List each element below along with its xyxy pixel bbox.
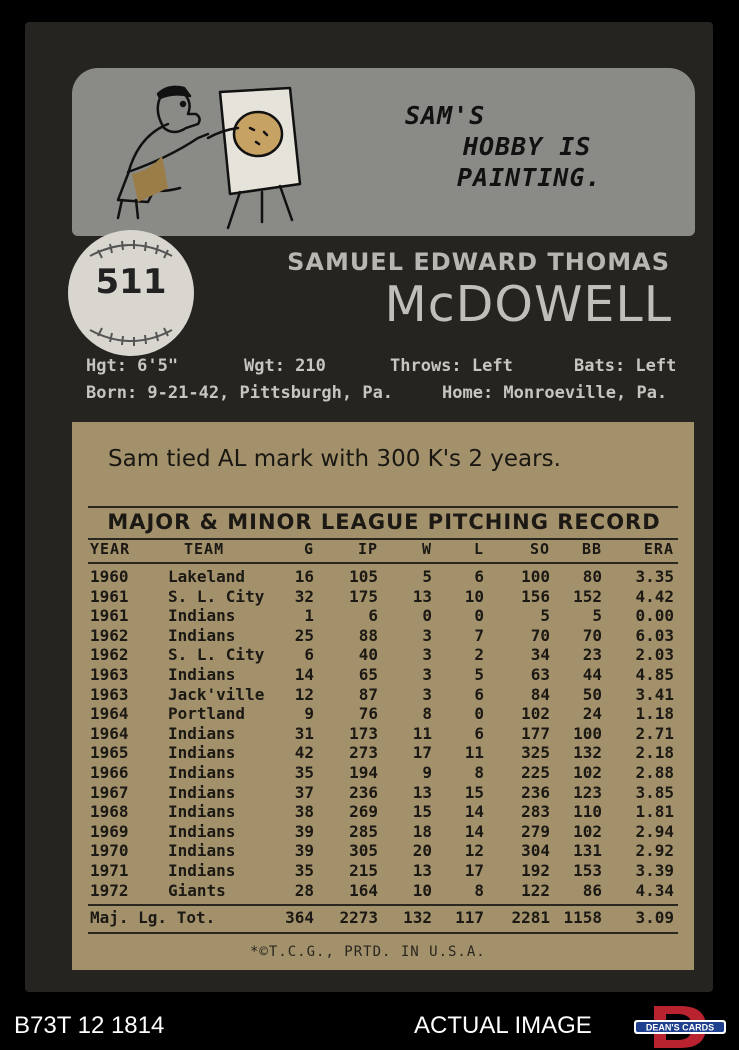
total-w: 132 bbox=[403, 908, 432, 927]
cell-w: 20 bbox=[412, 841, 432, 861]
cell-team: Indians bbox=[168, 821, 236, 841]
cell-ip: 273 bbox=[349, 743, 378, 763]
cell-ip: 173 bbox=[349, 723, 378, 743]
cell-year: 1964 bbox=[90, 704, 129, 724]
cell-so: 63 bbox=[530, 665, 550, 684]
table-row bbox=[88, 881, 680, 900]
cell-w: 3 bbox=[422, 645, 432, 665]
caption-line-1: SAM'S bbox=[405, 101, 486, 130]
cell-so: 102 bbox=[521, 704, 550, 724]
cell-g: 35 bbox=[294, 861, 314, 880]
cell-bb: 153 bbox=[573, 861, 602, 880]
table-row bbox=[88, 626, 680, 645]
cell-team: Lakeland bbox=[168, 567, 246, 586]
cell-bb: 102 bbox=[573, 821, 602, 841]
cell-team: Indians bbox=[168, 861, 236, 880]
cell-era: 2.92 bbox=[635, 841, 674, 861]
cell-team: Indians bbox=[168, 723, 236, 743]
player-full-name: SAMUEL EDWARD THOMAS bbox=[287, 248, 670, 276]
cell-year: 1968 bbox=[90, 802, 129, 822]
cell-g: 25 bbox=[294, 625, 314, 645]
col-team: TEAM bbox=[184, 540, 225, 558]
cell-g: 39 bbox=[294, 821, 314, 841]
cell-w: 13 bbox=[412, 782, 432, 802]
cell-era: 1.18 bbox=[635, 704, 674, 724]
cell-g: 39 bbox=[294, 841, 314, 861]
cell-so: 34 bbox=[530, 645, 550, 665]
actual-image-label: ACTUAL IMAGE bbox=[414, 1012, 592, 1039]
divider-top bbox=[88, 506, 678, 508]
cell-team: Giants bbox=[168, 880, 226, 900]
cell-ip: 194 bbox=[349, 763, 378, 782]
cell-team: Jack'ville bbox=[168, 684, 265, 704]
table-row bbox=[88, 743, 680, 762]
deans-cards-logo bbox=[634, 1004, 726, 1048]
cell-w: 13 bbox=[412, 861, 432, 880]
caption-line-3: PAINTING. bbox=[457, 163, 602, 192]
cell-year: 1971 bbox=[90, 861, 129, 880]
cell-l: 15 bbox=[464, 782, 484, 802]
total-so: 2281 bbox=[511, 908, 550, 927]
cell-g: 28 bbox=[294, 880, 314, 900]
cell-w: 9 bbox=[422, 763, 432, 782]
table-row bbox=[88, 841, 680, 860]
cell-bb: 102 bbox=[573, 763, 602, 782]
cell-so: 177 bbox=[521, 723, 550, 743]
cell-era: 3.85 bbox=[635, 782, 674, 802]
cell-year: 1961 bbox=[90, 586, 129, 606]
inventory-code: B73T 12 1814 bbox=[14, 1012, 165, 1039]
table-row bbox=[88, 822, 680, 841]
cell-year: 1961 bbox=[90, 606, 129, 626]
cell-team: Indians bbox=[168, 782, 236, 802]
cell-bb: 44 bbox=[582, 665, 602, 684]
cell-era: 3.39 bbox=[635, 861, 674, 880]
total-era: 3.09 bbox=[635, 908, 674, 927]
cell-year: 1969 bbox=[90, 821, 129, 841]
cell-w: 0 bbox=[422, 606, 432, 626]
cell-bb: 152 bbox=[573, 586, 602, 606]
table-row bbox=[88, 783, 680, 802]
cell-bb: 123 bbox=[573, 782, 602, 802]
cell-bb: 110 bbox=[573, 802, 602, 822]
cell-so: 304 bbox=[521, 841, 550, 861]
birth-info: Born: 9-21-42, Pittsburgh, Pa. bbox=[86, 383, 394, 403]
weight: Wgt: 210 bbox=[244, 356, 326, 376]
cell-w: 5 bbox=[422, 567, 432, 586]
cell-so: 325 bbox=[521, 743, 550, 763]
cell-so: 84 bbox=[530, 684, 550, 704]
totals-row bbox=[88, 908, 680, 927]
cell-ip: 88 bbox=[358, 625, 378, 645]
record-title: MAJOR & MINOR LEAGUE PITCHING RECORD bbox=[107, 510, 661, 534]
cell-team: Indians bbox=[168, 625, 236, 645]
cell-era: 4.34 bbox=[635, 880, 674, 900]
cell-l: 0 bbox=[474, 606, 484, 626]
cartoon-caption bbox=[405, 100, 685, 193]
cell-era: 2.18 bbox=[635, 743, 674, 763]
table-row bbox=[88, 763, 680, 782]
cell-team: Indians bbox=[168, 606, 236, 626]
table-row bbox=[88, 704, 680, 723]
cell-g: 1 bbox=[304, 606, 314, 626]
cell-year: 1967 bbox=[90, 782, 129, 802]
table-row bbox=[88, 861, 680, 880]
throws: Throws: Left bbox=[390, 356, 513, 376]
table-row bbox=[88, 587, 680, 606]
table-row bbox=[88, 685, 680, 704]
cell-ip: 269 bbox=[349, 802, 378, 822]
col-l: L bbox=[473, 540, 484, 558]
cell-ip: 6 bbox=[368, 606, 378, 626]
cell-era: 2.03 bbox=[635, 645, 674, 665]
cell-year: 1963 bbox=[90, 665, 129, 684]
totals-label: Maj. Lg. Tot. bbox=[90, 908, 216, 927]
cell-bb: 23 bbox=[582, 645, 602, 665]
cell-w: 3 bbox=[422, 665, 432, 684]
cell-bb: 70 bbox=[582, 625, 602, 645]
cell-team: Indians bbox=[168, 665, 236, 684]
cell-l: 6 bbox=[474, 567, 484, 586]
cell-g: 42 bbox=[294, 743, 314, 763]
cell-bb: 24 bbox=[582, 704, 602, 724]
cell-l: 10 bbox=[464, 586, 484, 606]
cell-w: 10 bbox=[412, 880, 432, 900]
total-bb: 1158 bbox=[563, 908, 602, 927]
cell-so: 100 bbox=[521, 567, 550, 586]
cell-so: 236 bbox=[521, 782, 550, 802]
cell-so: 192 bbox=[521, 861, 550, 880]
cell-so: 5 bbox=[540, 606, 550, 626]
divider-header bbox=[88, 562, 678, 564]
divider-bottom bbox=[88, 932, 678, 934]
cell-g: 16 bbox=[294, 567, 314, 586]
cell-team: S. L. City bbox=[168, 645, 265, 665]
cell-era: 3.35 bbox=[635, 567, 674, 586]
cell-w: 3 bbox=[422, 684, 432, 704]
cell-l: 8 bbox=[474, 880, 484, 900]
cell-ip: 236 bbox=[349, 782, 378, 802]
cell-w: 3 bbox=[422, 625, 432, 645]
cell-ip: 87 bbox=[358, 684, 378, 704]
cell-era: 2.71 bbox=[635, 723, 674, 743]
cell-bb: 86 bbox=[582, 880, 602, 900]
cell-team: S. L. City bbox=[168, 586, 265, 606]
cell-w: 8 bbox=[422, 704, 432, 724]
cell-w: 11 bbox=[412, 723, 432, 743]
cell-era: 0.00 bbox=[635, 606, 674, 626]
total-ip: 2273 bbox=[339, 908, 378, 927]
col-g: G bbox=[303, 540, 314, 558]
painter-cartoon bbox=[80, 72, 380, 232]
cell-g: 37 bbox=[294, 782, 314, 802]
cell-l: 8 bbox=[474, 763, 484, 782]
bats: Bats: Left bbox=[574, 356, 677, 376]
cell-ip: 164 bbox=[349, 880, 378, 900]
cell-g: 38 bbox=[294, 802, 314, 822]
home-info: Home: Monroeville, Pa. bbox=[442, 383, 668, 403]
cell-ip: 175 bbox=[349, 586, 378, 606]
cell-year: 1963 bbox=[90, 684, 129, 704]
cell-bb: 132 bbox=[573, 743, 602, 763]
cell-so: 70 bbox=[530, 625, 550, 645]
cell-ip: 285 bbox=[349, 821, 378, 841]
cell-l: 5 bbox=[474, 665, 484, 684]
cell-g: 6 bbox=[304, 645, 314, 665]
cell-l: 0 bbox=[474, 704, 484, 724]
col-ip: IP bbox=[357, 540, 378, 558]
cell-bb: 100 bbox=[573, 723, 602, 743]
cell-l: 7 bbox=[474, 625, 484, 645]
col-bb: BB bbox=[581, 540, 602, 558]
cell-g: 14 bbox=[294, 665, 314, 684]
cell-g: 31 bbox=[294, 723, 314, 743]
col-w: W bbox=[421, 540, 432, 558]
cell-team: Indians bbox=[168, 841, 236, 861]
table-header bbox=[88, 540, 680, 559]
cell-g: 35 bbox=[294, 763, 314, 782]
cell-g: 32 bbox=[294, 586, 314, 606]
cell-year: 1964 bbox=[90, 723, 129, 743]
cell-l: 6 bbox=[474, 684, 484, 704]
cell-g: 9 bbox=[304, 704, 314, 724]
cell-so: 156 bbox=[521, 586, 550, 606]
cell-w: 13 bbox=[412, 586, 432, 606]
player-surname: McDOWELL bbox=[384, 276, 672, 333]
vitals-row-1 bbox=[86, 356, 676, 378]
caption-line-2: HOBBY IS bbox=[463, 132, 592, 161]
cell-year: 1965 bbox=[90, 743, 129, 763]
cell-w: 18 bbox=[412, 821, 432, 841]
cell-bb: 5 bbox=[592, 606, 602, 626]
cell-bb: 80 bbox=[582, 567, 602, 586]
cell-l: 6 bbox=[474, 723, 484, 743]
cell-year: 1962 bbox=[90, 645, 129, 665]
cell-year: 1972 bbox=[90, 880, 129, 900]
cell-so: 225 bbox=[521, 763, 550, 782]
cell-l: 14 bbox=[464, 802, 484, 822]
card-number: 511 bbox=[95, 262, 167, 302]
divider-totals bbox=[88, 904, 678, 906]
cell-team: Portland bbox=[168, 704, 246, 724]
cell-era: 3.41 bbox=[635, 684, 674, 704]
cell-bb: 131 bbox=[573, 841, 602, 861]
career-highlight: Sam tied AL mark with 300 K's 2 years. bbox=[108, 446, 561, 472]
cell-team: Indians bbox=[168, 802, 236, 822]
cell-ip: 305 bbox=[349, 841, 378, 861]
cell-w: 17 bbox=[412, 743, 432, 763]
cell-w: 15 bbox=[412, 802, 432, 822]
logo-text: DEAN'S CARDS bbox=[645, 1022, 715, 1033]
total-g: 364 bbox=[285, 908, 314, 927]
cell-so: 122 bbox=[521, 880, 550, 900]
cell-so: 283 bbox=[521, 802, 550, 822]
cell-year: 1962 bbox=[90, 625, 129, 645]
cell-ip: 65 bbox=[358, 665, 378, 684]
table-row bbox=[88, 645, 680, 664]
cell-era: 2.88 bbox=[635, 763, 674, 782]
cell-team: Indians bbox=[168, 743, 236, 763]
cell-l: 12 bbox=[464, 841, 484, 861]
cell-year: 1970 bbox=[90, 841, 129, 861]
cell-l: 14 bbox=[464, 821, 484, 841]
vitals-row-2 bbox=[86, 383, 676, 405]
table-row bbox=[88, 665, 680, 684]
cell-year: 1966 bbox=[90, 763, 129, 782]
cell-era: 2.94 bbox=[635, 821, 674, 841]
total-l: 117 bbox=[455, 908, 484, 927]
cell-era: 4.42 bbox=[635, 586, 674, 606]
table-row bbox=[88, 802, 680, 821]
cell-era: 6.03 bbox=[635, 625, 674, 645]
cell-ip: 76 bbox=[358, 704, 378, 724]
table-row bbox=[88, 567, 680, 586]
cell-era: 1.81 bbox=[635, 802, 674, 822]
cell-era: 4.85 bbox=[635, 665, 674, 684]
copyright-line: *©T.C.G., PRTD. IN U.S.A. bbox=[250, 944, 486, 960]
col-so: SO bbox=[529, 540, 550, 558]
height: Hgt: 6'5" bbox=[86, 356, 179, 376]
cell-l: 11 bbox=[464, 743, 484, 763]
table-row bbox=[88, 724, 680, 743]
cell-l: 2 bbox=[474, 645, 484, 665]
cell-ip: 40 bbox=[358, 645, 378, 665]
cell-l: 17 bbox=[464, 861, 484, 880]
cell-g: 12 bbox=[294, 684, 314, 704]
cell-ip: 105 bbox=[349, 567, 378, 586]
col-year: YEAR bbox=[90, 540, 131, 558]
col-era: ERA bbox=[643, 540, 674, 558]
cell-so: 279 bbox=[521, 821, 550, 841]
cell-bb: 50 bbox=[582, 684, 602, 704]
table-row bbox=[88, 606, 680, 625]
cell-team: Indians bbox=[168, 763, 236, 782]
cell-ip: 215 bbox=[349, 861, 378, 880]
cell-year: 1960 bbox=[90, 567, 129, 586]
